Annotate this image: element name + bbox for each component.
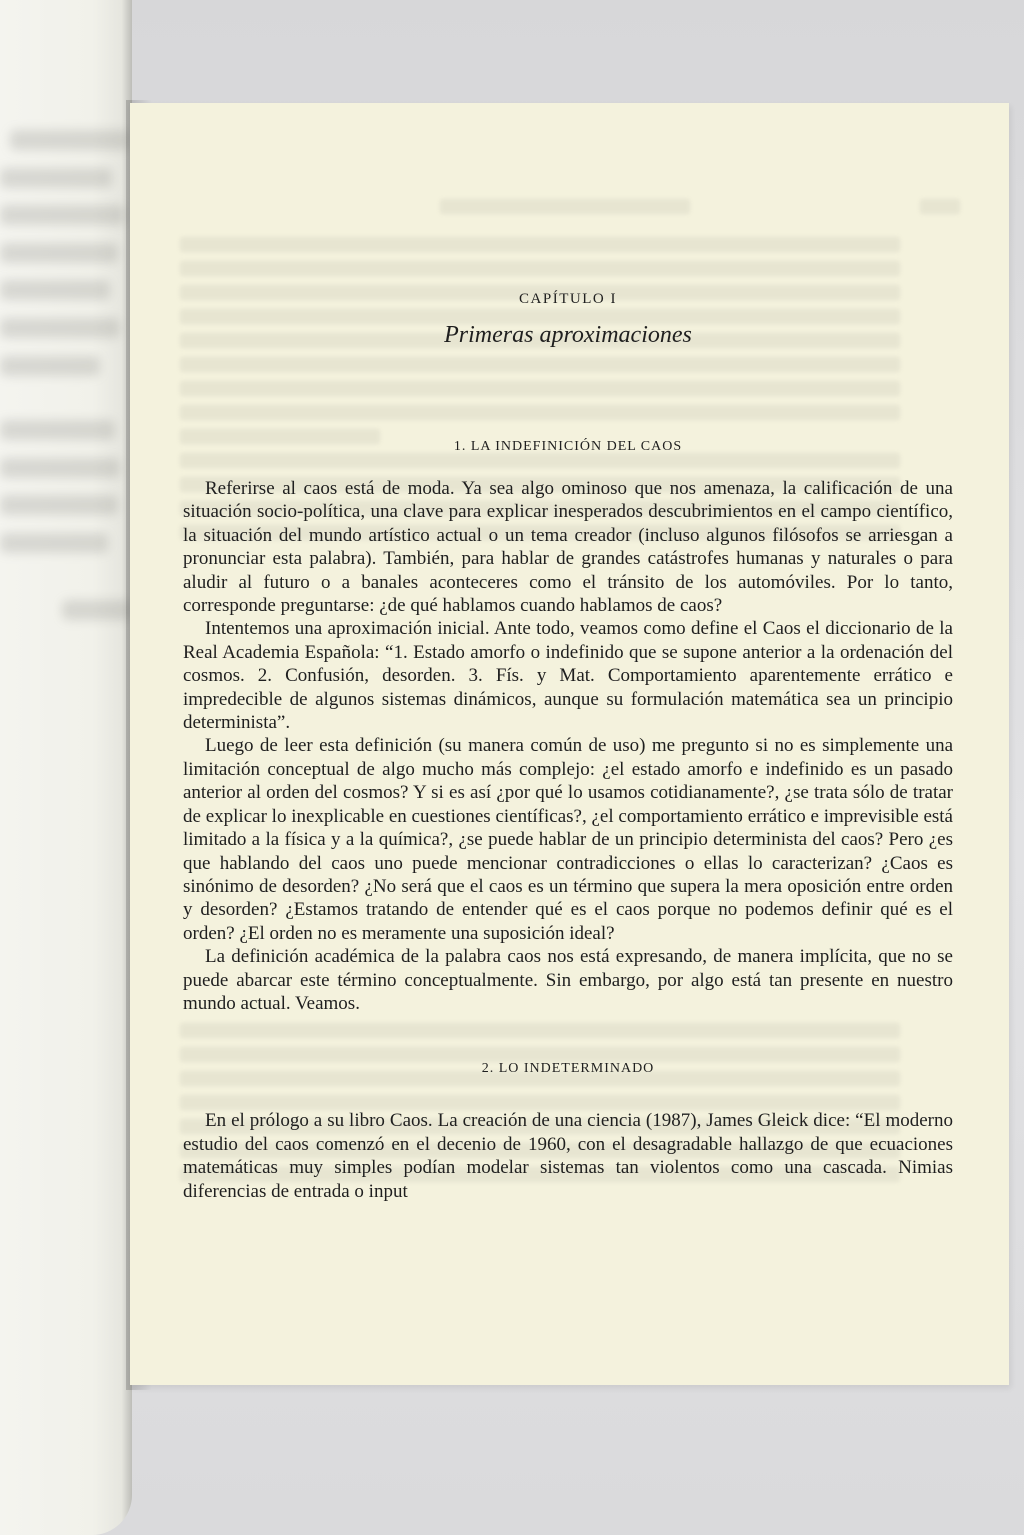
page-content	[183, 291, 953, 1203]
left-page	[0, 0, 132, 1535]
chapter-title: Primeras aproximaciones	[444, 322, 692, 348]
section-heading-1	[183, 439, 953, 455]
paragraph-2: Intentemos una aproximación inicial. Ante todo, veamos como define el Caos el diccionario de la Real Academia Española: “1. Estado amorfo o indefinido que se supone anterior a la ordenación del cosmos. 2. Confusión, desorden. 3. Fís. y Mat. Comportamiento aparentemente errático e impredecible de algunos sistemas dinámicos, aunque su formulación matemática sea un principio determinista”.	[183, 618, 953, 734]
chapter-label: CAPÍTULO I	[519, 291, 617, 307]
paragraph-3: Luego de leer esta definición (su manera común de uso) me pregunto si no es simplemente una limitación conceptual de algo mucho más complejo: ¿el estado amorfo e indefinido es un pasado anterior al orden del cosmos? Y si es así ¿por qué lo usamos cotidianamente?, ¿se trata sólo de tratar de explicar lo inexplicable en cuestiones científicas?, ¿el comportamiento errático e imprevisible está limitado a la física y a la química?, ¿se puede hablar de un principio determinista del caos? Pero ¿es que hablando del caos uno puede mencionar contradicciones o ellas lo caracterizan? ¿Caos es sinónimo de desorden? ¿No será que el caos es un término que supera la mera oposición entre orden y desorden? ¿Estamos tratando de entender qué es el caos porque no podemos definir qué es el orden? ¿El orden no es meramente una suposición ideal?	[183, 735, 953, 944]
book-page	[130, 103, 1009, 1385]
paragraph-5: En el prólogo a su libro Caos. La creación de una ciencia (1987), James Gleick dice: “El moderno estudio del caos comenzó en el decenio de 1960, con el desagradable hallazgo de que ecuaciones matemáticas muy simples podían modelar sistemas tan violentos como una cascada. Nimias diferencias de entrada o input	[183, 1110, 953, 1202]
paragraph-4: La definición académica de la palabra caos nos está expresando, de manera implícita, que no se puede abarcar este término conceptualmente. Sin embargo, por algo está tan presente en nuestro mundo actual. Veamos.	[183, 946, 953, 1014]
section-heading-2: 2. LO INDETERMINADO	[481, 1061, 655, 1077]
paragraph-1: Referirse al caos está de moda. Ya sea algo ominoso que nos amenaza, la calificación de una situación socio-política, una clave para explicar inesperados descubrimientos en el campo científico, la situación del mundo artístico actual o un tema creador (incluso algunos filósofos se arriesgan a pronunciar esta palabra). También, para hablar de grandes catástrofes humanas y naturales o para aludir al futuro o a banales aconteceres como el tránsito de los automóviles. Por lo tanto, corresponde preguntarse: ¿de qué hablamos cuando hablamos de caos?	[183, 478, 953, 617]
section-heading-1-text: 1. LA INDEFINICIÓN DEL CAOS	[453, 439, 683, 454]
